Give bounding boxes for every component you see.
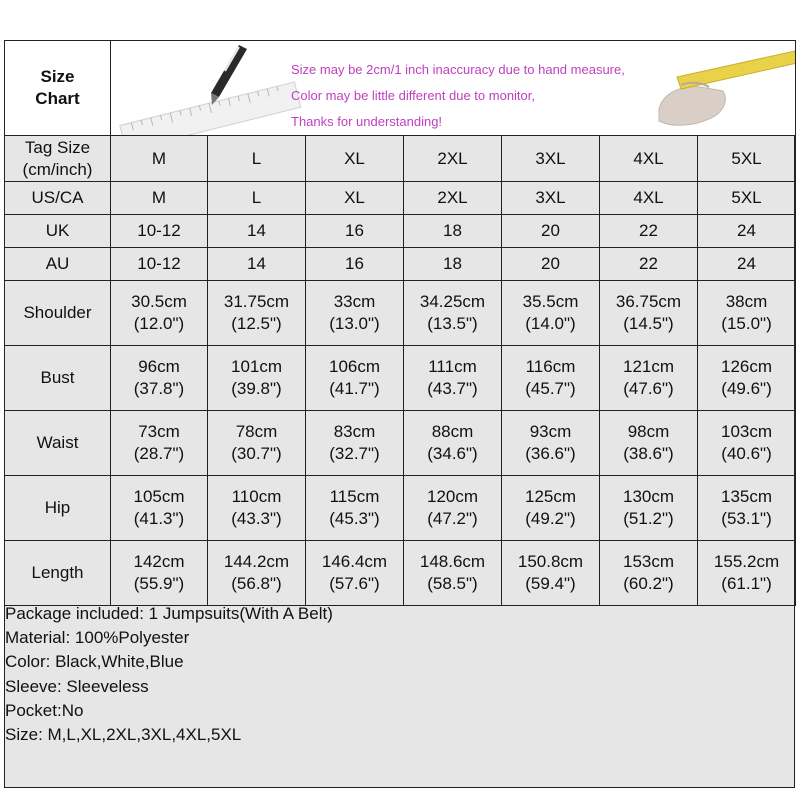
tag-size-cell: M: [111, 136, 208, 182]
inch-value: (40.6"): [721, 444, 772, 463]
cm-value: 120cm: [426, 487, 479, 506]
inch-value: (39.8"): [231, 379, 282, 398]
inch-value: (12.5"): [231, 314, 282, 333]
cm-value: 146.4cm: [321, 552, 388, 571]
measurement-cell: [502, 281, 600, 346]
measurement-cell: [502, 476, 600, 541]
cm-value: 83cm: [333, 422, 376, 441]
measurement-cell: [306, 346, 404, 411]
measurement-cell: [698, 476, 796, 541]
tag-size-cell: 3XL: [502, 136, 600, 182]
table-cell: 4XL: [600, 182, 698, 215]
cm-value: 30.5cm: [131, 292, 187, 311]
cm-value: 111cm: [428, 357, 477, 376]
measurement-cell: [698, 411, 796, 476]
cm-value: 103cm: [720, 422, 773, 441]
size-line: Size: M,L,XL,2XL,3XL,4XL,5XL: [5, 725, 242, 745]
tape-measure-hand-icon: [659, 51, 796, 125]
inch-value: (61.1"): [721, 574, 772, 593]
cm-value: 125cm: [524, 487, 577, 506]
title-line-1: Size: [40, 67, 75, 86]
material-line: Material: 100%Polyester: [5, 628, 190, 648]
table-cell: 10-12: [111, 248, 208, 281]
inch-value: (58.5"): [427, 574, 478, 593]
header-row: [5, 41, 796, 136]
measurement-cell: [502, 346, 600, 411]
table-cell: 22: [600, 248, 698, 281]
measurement-cell: [600, 281, 698, 346]
notice-text: [291, 57, 625, 135]
inch-value: (57.6"): [329, 574, 380, 593]
inch-value: (55.9"): [133, 574, 185, 593]
sleeve-line: Sleeve: Sleeveless: [5, 676, 149, 696]
cm-value: 93cm: [529, 422, 572, 441]
inch-value: (47.2"): [427, 509, 478, 528]
cm-value: 34.25cm: [419, 292, 486, 311]
measurement-cell: [306, 411, 404, 476]
measurement-cell: [600, 346, 698, 411]
inch-value: (56.8"): [231, 574, 282, 593]
cm-value: 88cm: [431, 422, 474, 441]
measurement-cell: [600, 541, 698, 606]
tag-size-cell: XL: [306, 136, 404, 182]
cm-value: 121cm: [622, 357, 675, 376]
table-cell: 18: [404, 215, 502, 248]
tag-size-row: [5, 136, 796, 182]
inch-value: (38.6"): [623, 444, 674, 463]
size-chart-title: [5, 41, 111, 136]
cm-value: 130cm: [622, 487, 675, 506]
notice-line: Size may be 2cm/1 inch inaccuracy due to hand measure,: [291, 62, 625, 77]
cm-value: 115cm: [329, 487, 380, 506]
package-line: Package included: 1 Jumpsuits(With A Belt): [5, 604, 333, 623]
length-row: [5, 541, 796, 606]
row-label: AU: [5, 248, 111, 281]
inch-value: (43.7"): [427, 379, 478, 398]
inch-value: (13.0"): [329, 314, 380, 333]
measurement-cell: [208, 476, 306, 541]
shoulder-row: [5, 281, 796, 346]
measurement-cell: [698, 541, 796, 606]
row-label: Hip: [5, 476, 111, 541]
cm-value: 36.75cm: [615, 292, 682, 311]
table-cell: 20: [502, 215, 600, 248]
notice-line: Color may be little different due to monitor,: [291, 88, 535, 103]
row-label: UK: [5, 215, 111, 248]
measurement-cell: [111, 541, 208, 606]
cm-value: 110cm: [231, 487, 282, 506]
measurement-cell: [306, 281, 404, 346]
measurement-cell: [404, 411, 502, 476]
inch-value: (15.0"): [721, 314, 772, 333]
table-cell: 3XL: [502, 182, 600, 215]
inch-value: (28.7"): [133, 444, 185, 463]
table-cell: 5XL: [698, 182, 796, 215]
notice-line: Thanks for understanding!: [291, 114, 443, 129]
table-cell: 20: [502, 248, 600, 281]
measurement-cell: [111, 476, 208, 541]
cm-value: 155.2cm: [713, 552, 780, 571]
measurement-cell: [306, 476, 404, 541]
tag-size-cell: L: [208, 136, 306, 182]
inch-value: (14.0"): [525, 314, 576, 333]
inch-value: (49.6"): [721, 379, 772, 398]
table-cell: 14: [208, 215, 306, 248]
cm-value: 98cm: [627, 422, 670, 441]
cm-value: 38cm: [725, 292, 768, 311]
inch-value: (12.0"): [133, 314, 185, 333]
measurement-cell: [404, 476, 502, 541]
cm-value: 150.8cm: [517, 552, 584, 571]
table-cell: 24: [698, 215, 796, 248]
row-label: Shoulder: [5, 281, 111, 346]
row-label: Length: [5, 541, 111, 606]
measurement-cell: [502, 411, 600, 476]
measurement-cell: [208, 346, 306, 411]
cm-value: 96cm: [138, 357, 180, 376]
inch-value: (32.7"): [329, 444, 380, 463]
measurement-cell: [208, 281, 306, 346]
row-label: Waist: [5, 411, 111, 476]
tag-size-cell: 5XL: [698, 136, 796, 182]
measurement-cell: [306, 541, 404, 606]
measurement-cell: [600, 476, 698, 541]
measurement-cell: [111, 411, 208, 476]
au-row: [5, 248, 796, 281]
inch-value: (41.7"): [329, 379, 380, 398]
notice-banner: [111, 41, 796, 136]
tag-size-cell: 4XL: [600, 136, 698, 182]
measurement-cell: [404, 346, 502, 411]
inch-value: (14.5"): [623, 314, 674, 333]
cm-value: 101cm: [230, 357, 283, 376]
tag-size-cell: 2XL: [404, 136, 502, 182]
cm-value: 31.75cm: [223, 292, 290, 311]
table-cell: 16: [306, 215, 404, 248]
waist-row: [5, 411, 796, 476]
cm-value: 153cm: [622, 552, 675, 571]
inch-value: (49.2"): [525, 509, 576, 528]
cm-value: 78cm: [235, 422, 278, 441]
measurement-cell: [404, 541, 502, 606]
measurement-cell: [698, 281, 796, 346]
inch-value: (34.6"): [427, 444, 478, 463]
cm-value: 35.5cm: [522, 292, 579, 311]
inch-value: (36.6"): [525, 444, 576, 463]
cm-value: 33cm: [333, 292, 376, 311]
title-line-2: Chart: [35, 89, 80, 108]
cm-value: 73cm: [138, 422, 180, 441]
bust-row: [5, 346, 796, 411]
measurement-cell: [502, 541, 600, 606]
table-cell: XL: [306, 182, 404, 215]
measurement-cell: [111, 346, 208, 411]
cm-value: 142cm: [133, 552, 185, 571]
inch-value: (53.1"): [721, 509, 772, 528]
inch-value: (45.3"): [329, 509, 380, 528]
measurement-cell: [208, 541, 306, 606]
table-cell: 18: [404, 248, 502, 281]
inch-value: (43.3"): [231, 509, 282, 528]
table-cell: 16: [306, 248, 404, 281]
tag-size-label: [5, 136, 111, 182]
color-line: Color: Black,White,Blue: [5, 652, 184, 672]
row-label: US/CA: [5, 182, 111, 215]
pocket-line: Pocket:No: [5, 700, 84, 720]
product-details: [5, 602, 793, 747]
inch-value: (41.3"): [133, 509, 185, 528]
table-cell: 14: [208, 248, 306, 281]
measurement-cell: [600, 411, 698, 476]
inch-value: (30.7"): [231, 444, 282, 463]
table-cell: 22: [600, 215, 698, 248]
cm-value: 135cm: [720, 487, 773, 506]
us-ca-row: [5, 182, 796, 215]
cm-value: 105cm: [133, 487, 185, 506]
table-cell: L: [208, 182, 306, 215]
table-cell: 2XL: [404, 182, 502, 215]
table-cell: 10-12: [111, 215, 208, 248]
inch-value: (59.4"): [525, 574, 576, 593]
inch-value: (13.5"): [427, 314, 478, 333]
uk-row: [5, 215, 796, 248]
cm-value: 116cm: [525, 357, 576, 376]
size-chart-table: [4, 40, 796, 606]
tag-size-label-line-1: Tag Size: [24, 137, 91, 157]
inch-value: (47.6"): [623, 379, 674, 398]
cm-value: 144.2cm: [223, 552, 290, 571]
inch-value: (51.2"): [623, 509, 674, 528]
inch-value: (37.8"): [133, 379, 185, 398]
measurement-cell: [698, 346, 796, 411]
table-cell: 24: [698, 248, 796, 281]
cm-value: 126cm: [720, 357, 773, 376]
row-label: Bust: [5, 346, 111, 411]
tag-size-label-line-2: (cm/inch): [22, 159, 93, 179]
measurement-cell: [404, 281, 502, 346]
hip-row: [5, 476, 796, 541]
table-cell: M: [111, 182, 208, 215]
measurement-cell: [111, 281, 208, 346]
measurement-cell: [208, 411, 306, 476]
inch-value: (45.7"): [525, 379, 576, 398]
cm-value: 148.6cm: [419, 552, 486, 571]
inch-value: (60.2"): [623, 574, 674, 593]
cm-value: 106cm: [328, 357, 381, 376]
